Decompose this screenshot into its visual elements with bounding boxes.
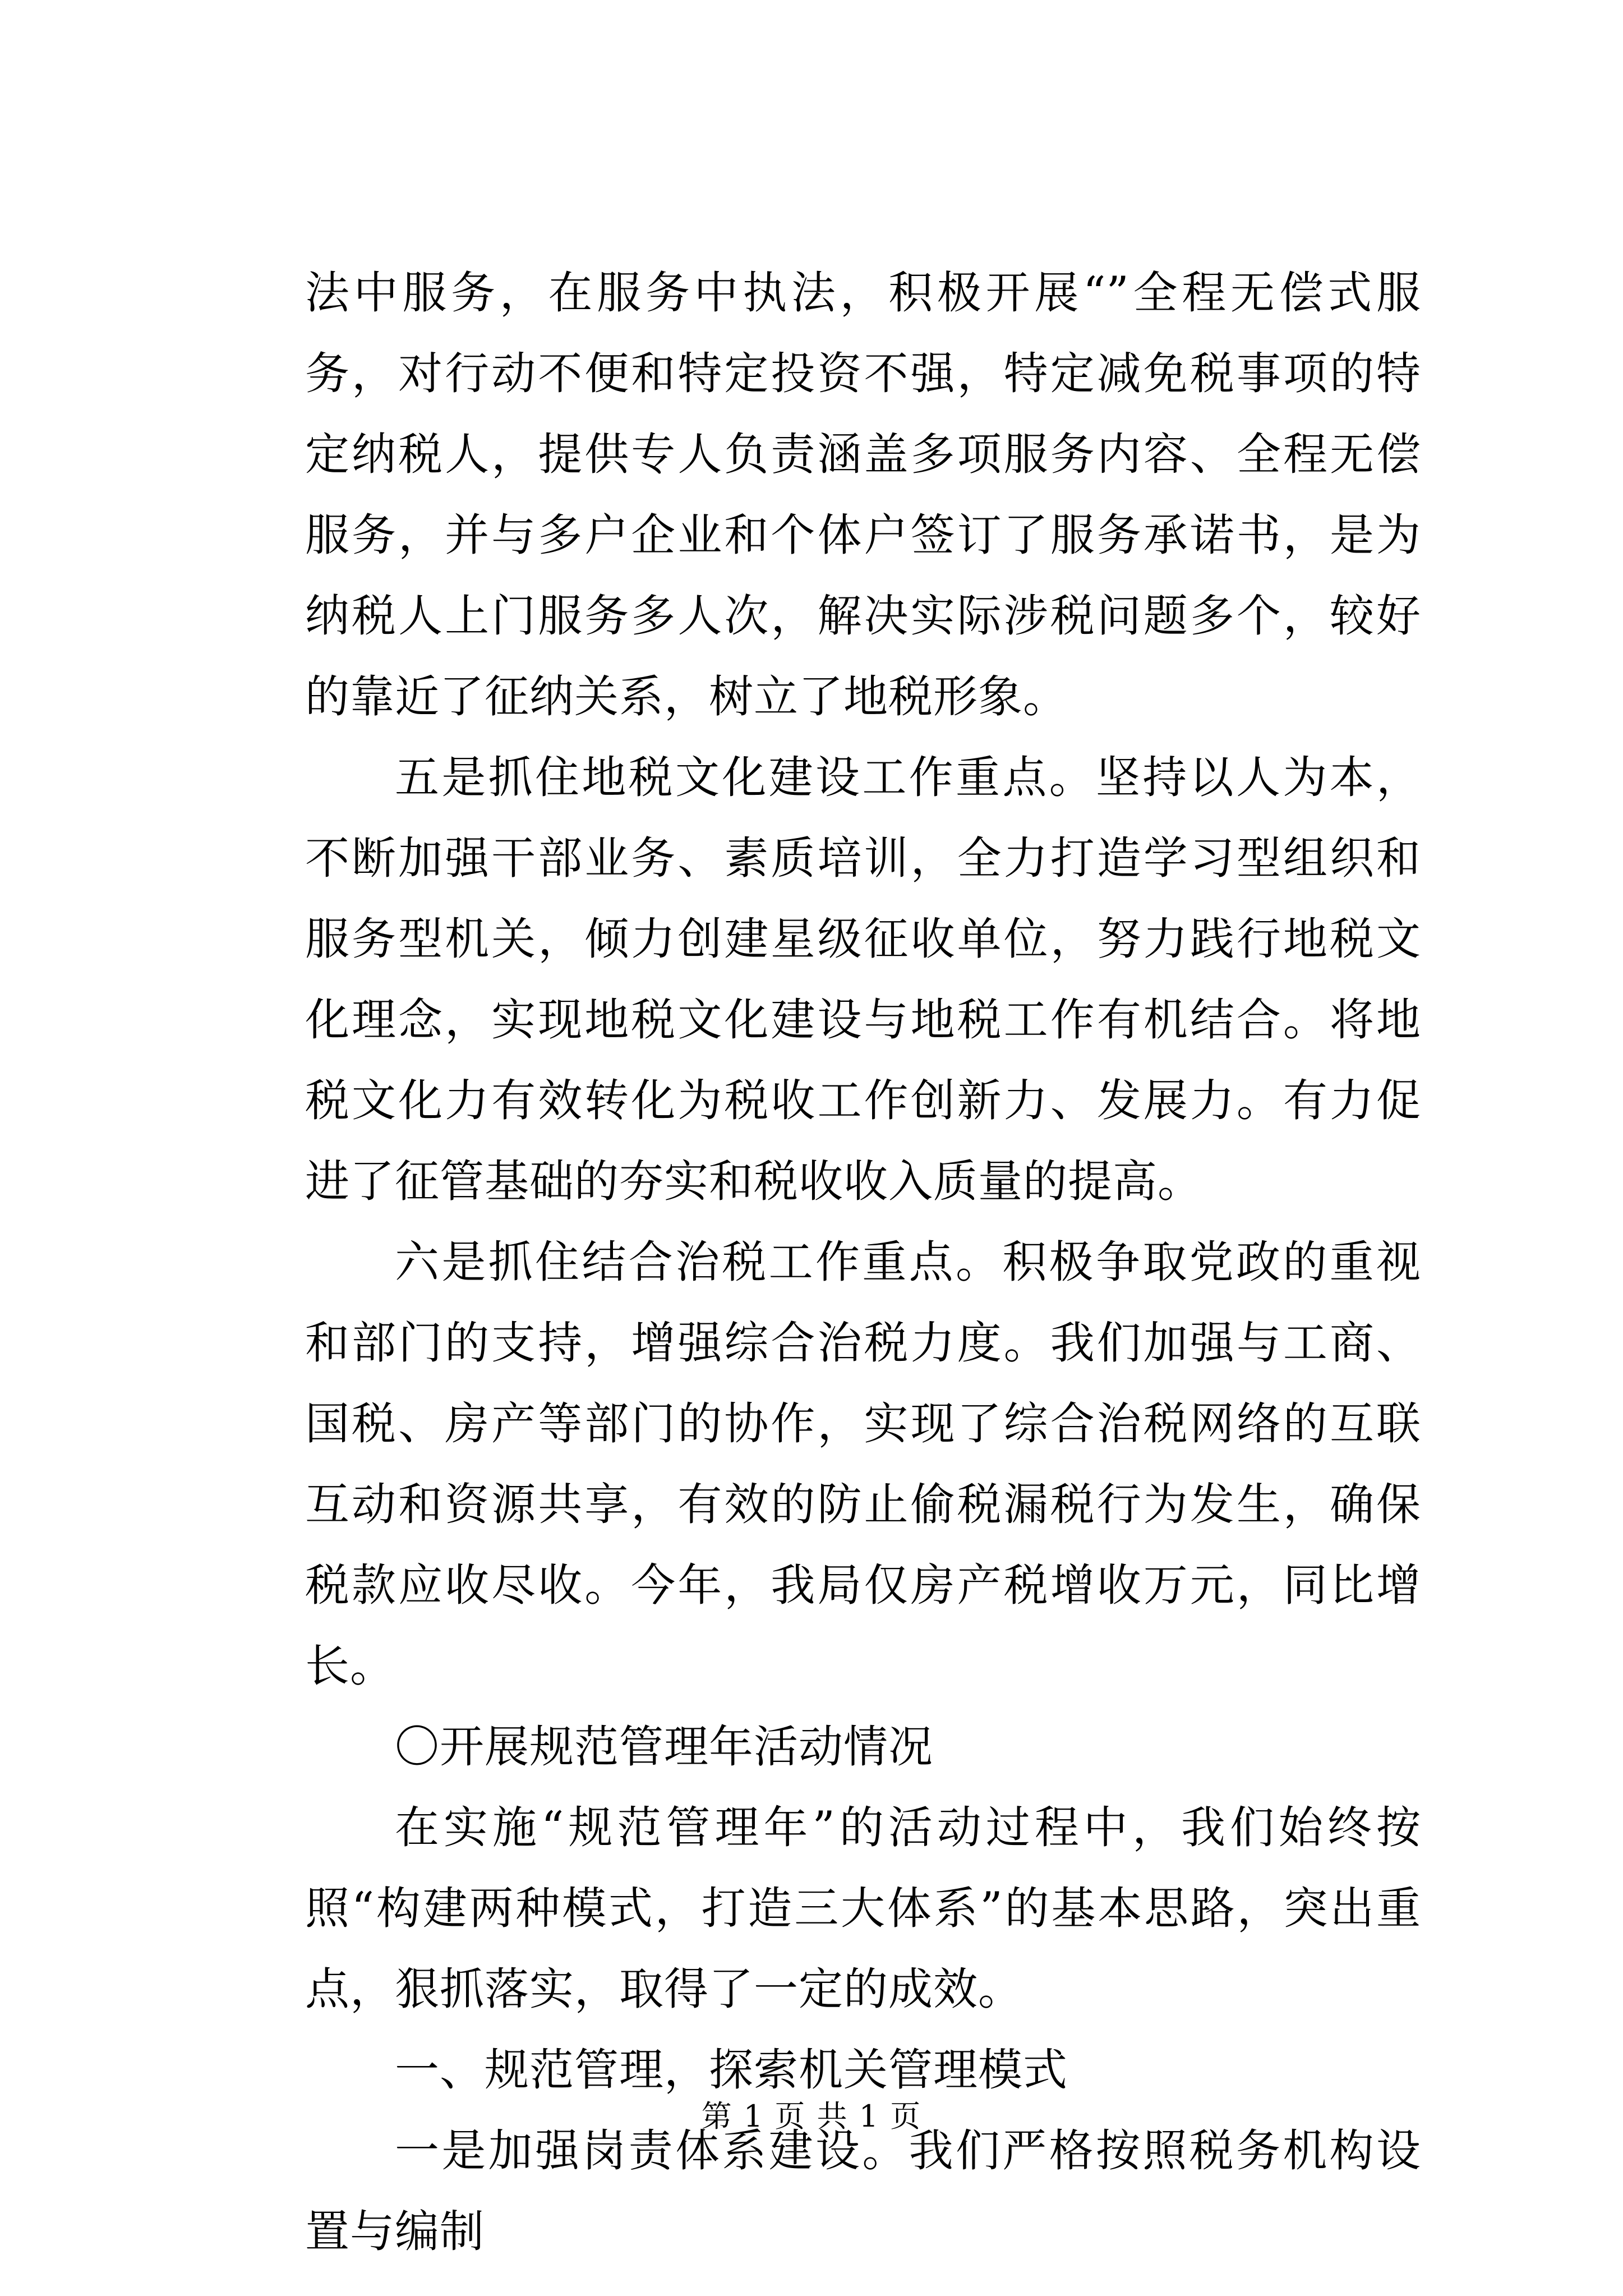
paragraph-integrated-tax: 六是抓住结合治税工作重点。积极争取党政的重视和部门的支持，增强综合治税力度。我们加强与工商、国税、房产等部门的协作，实现了综合治税网络的互联互动和资源共享，有效的防止偷税漏税行为发生，确保税款应收尽收。今年，我局仅房产税增收万元，同比增长。 [305,1236,1421,1692]
paragraph-service: 法中服务，在服务中执法，积极开展“”全程无偿式服务，对行动不便和特定投资不强，特定减免税事项的特定纳税人，提供专人负责涵盖多项服务内容、全程无偿服务，并与多户企业和个体户签订了服务承诺书，是为纳税人上门服务多人次，解决实际涉税问题多个，较好的靠近了征纳关系，树立了地税形象。 [305,267,1421,723]
paragraph-management-year: 在实施“规范管理年”的活动过程中，我们始终按照“构建两种模式，打造三大体系”的基本思路，突出重点，狠抓落实，取得了一定的成效。 [305,1802,1421,2015]
paragraph-culture: 五是抓住地税文化建设工作重点。坚持以人为本，不断加强干部业务、素质培训，全力打造学习型组织和服务型机关，倾力创建星级征收单位，努力践行地税文化理念，实现地税文化建设与地税工作有机结合。将地税文化力有效转化为税收工作创新力、发展力。有力促进了征管基础的夯实和税收收入质量的提高。 [305,752,1421,1207]
section-heading-management-year: 〇开展规范管理年活动情况 [395,1721,933,1773]
page-footer: 第 1 页 共 1 页 [701,2099,922,2134]
paragraph-post-responsibility: 一是加强岗责体系建设。我们严格按照税务机构设置与编制 [305,2125,1421,2257]
document-body [305,252,1421,2272]
section-heading-standard-management: 一、规范管理，探索机关管理模式 [395,2044,1068,2096]
